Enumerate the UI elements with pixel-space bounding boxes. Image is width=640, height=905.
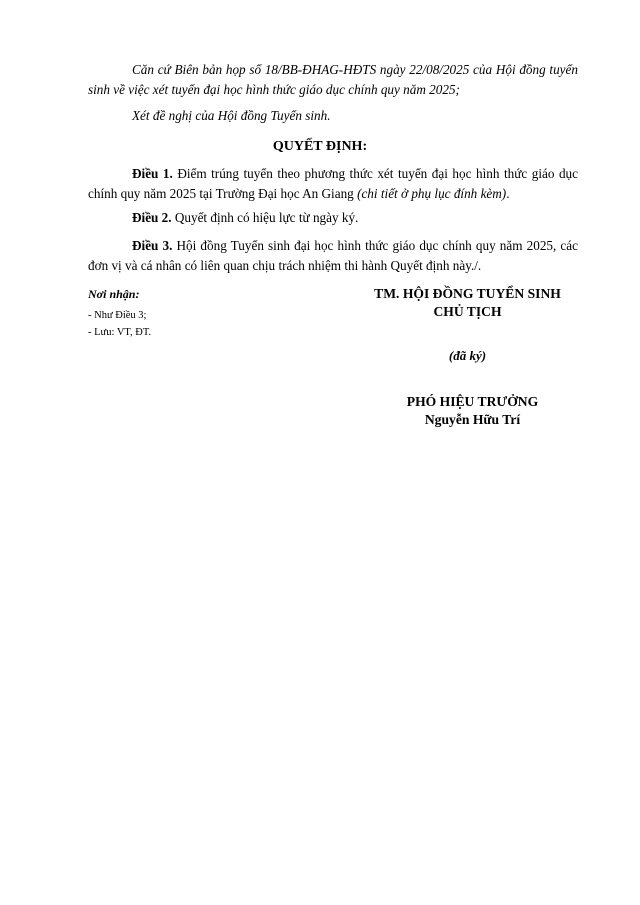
signature-on-behalf: TM. HỘI ĐỒNG TUYỂN SINH — [374, 286, 561, 301]
recipient-item: - Như Điều 3; — [88, 310, 147, 321]
recipients-block — [88, 286, 318, 340]
recipient-item: - Lưu: VT, ĐT. — [88, 327, 152, 338]
article-3 — [88, 236, 578, 276]
article-2 — [88, 208, 578, 228]
article-1-note: (chi tiết ở phụ lục đính kèm) — [357, 186, 507, 201]
article-3-text: Hội đồng Tuyển sinh đại học hình thức giáo dục chính quy năm 2025, các đơn vị và cá nhân có liên quan chịu trách nhiệm thi hành Quyết định này./. — [88, 238, 578, 273]
basis-paragraph: Căn cứ Biên bản họp số 18/BB-ĐHAG-HĐTS ngày 22/08/2025 của Hội đồng tuyển sinh về việc xét tuyển đại học hình thức giáo dục chính quy năm 2025; — [88, 62, 578, 97]
article-1 — [88, 164, 578, 204]
article-3-label: Điều 3. — [132, 238, 173, 253]
signed-note: (đã ký) — [448, 348, 487, 363]
signer-name: Nguyễn Hữu Trí — [424, 412, 521, 427]
decision-title: QUYẾT ĐỊNH: — [272, 139, 368, 154]
article-1-text: Điểm trúng tuyển theo phương thức xét tuyển đại học hình thức giáo dục chính quy năm 2025 tại Trường Đại học An Giang — [88, 166, 579, 201]
signer-position: PHÓ HIỆU TRƯỞNG — [406, 394, 539, 409]
article-1-end: . — [506, 186, 510, 201]
article-1-label: Điều 1. — [132, 166, 173, 181]
proposal-paragraph: Xét đề nghị của Hội đồng Tuyển sinh. — [132, 108, 331, 123]
recipients-heading: Nơi nhận: — [88, 287, 140, 301]
article-2-label: Điều 2. — [132, 210, 172, 225]
article-2-text: Quyết định có hiệu lực từ ngày ký. — [171, 210, 359, 225]
signature-role: CHỦ TỊCH — [433, 304, 502, 319]
